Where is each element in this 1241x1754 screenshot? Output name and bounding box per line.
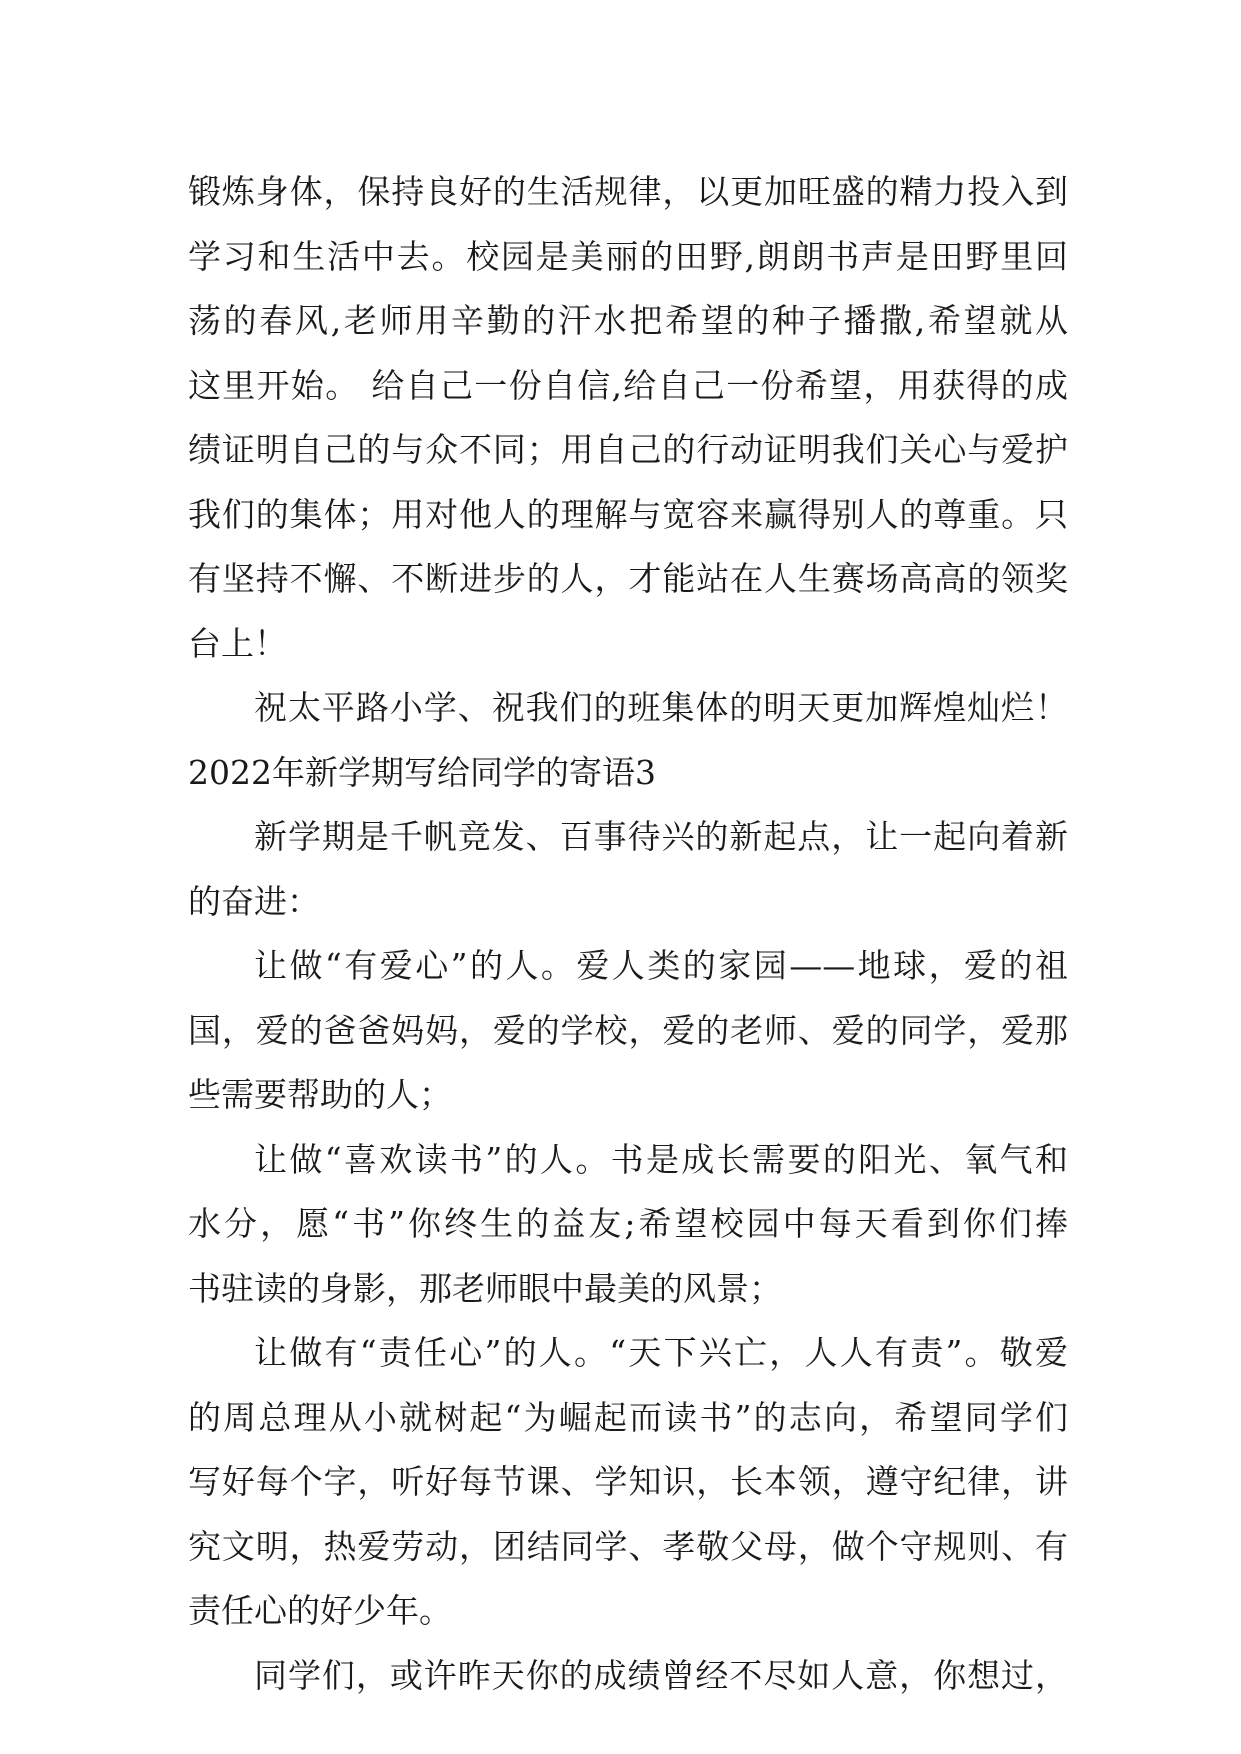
text-line: 水分，愿“书”你终生的益友;希望校园中每天看到你们捧 <box>188 1204 1068 1243</box>
text-line: 究文明，热爱劳动，团结同学、孝敬父母，做个守规则、有 <box>188 1526 1068 1566</box>
text-line: 让做“有爱心”的人。爱人类的家园——地球，爱的祖 <box>254 946 1068 985</box>
section-heading: 2022年新学期写给同学的寄语3 <box>188 752 656 792</box>
document-body <box>188 160 1068 1708</box>
text-line: 学习和生活中去。校园是美丽的田野,朗朗书声是田野里回 <box>188 236 1068 276</box>
text-line: 些需要帮助的人； <box>188 1075 452 1114</box>
text-line: 责任心的好少年。 <box>188 1591 452 1630</box>
text-line: 台上！ <box>188 623 287 663</box>
text-line: 这里开始。 给自己一份自信,给自己一份希望，用获得的成 <box>188 365 1068 405</box>
text-line: 锻炼身体，保持良好的生活规律，以更加旺盛的精力投入到 <box>188 172 1068 211</box>
text-line: 祝太平路小学、祝我们的班集体的明天更加辉煌灿烂！ <box>254 688 1068 727</box>
text-line: 让做有“责任心”的人。“天下兴亡，人人有责”。敬爱 <box>254 1333 1068 1372</box>
text-line: 有坚持不懈、不断进步的人，才能站在人生赛场高高的领奖 <box>188 559 1068 598</box>
text-line: 让做“喜欢读书”的人。书是成长需要的阳光、氧气和 <box>254 1139 1068 1179</box>
text-line: 书驻读的身影，那老师眼中最美的风景； <box>188 1268 782 1308</box>
text-line: 新学期是千帆竞发、百事待兴的新起点，让一起向着新 <box>254 817 1068 856</box>
text-line: 我们的集体；用对他人的理解与宽容来赢得别人的尊重。只 <box>188 494 1068 534</box>
text-line: 的周总理从小就树起“为崛起而读书”的志向，希望同学们 <box>188 1397 1068 1437</box>
text-line: 荡的春风,老师用辛勤的汗水把希望的种子播撒,希望就从 <box>188 301 1068 340</box>
text-line: 国，爱的爸爸妈妈，爱的学校，爱的老师、爱的同学，爱那 <box>188 1010 1068 1050</box>
text-line: 的奋进： <box>188 881 320 921</box>
text-line: 绩证明自己的与众不同；用自己的行动证明我们关心与爱护 <box>188 430 1068 469</box>
text-line: 同学们，或许昨天你的成绩曾经不尽如人意，你想过， <box>254 1655 1068 1695</box>
text-line: 写好每个字，听好每节课、学知识，长本领，遵守纪律，讲 <box>188 1462 1068 1501</box>
